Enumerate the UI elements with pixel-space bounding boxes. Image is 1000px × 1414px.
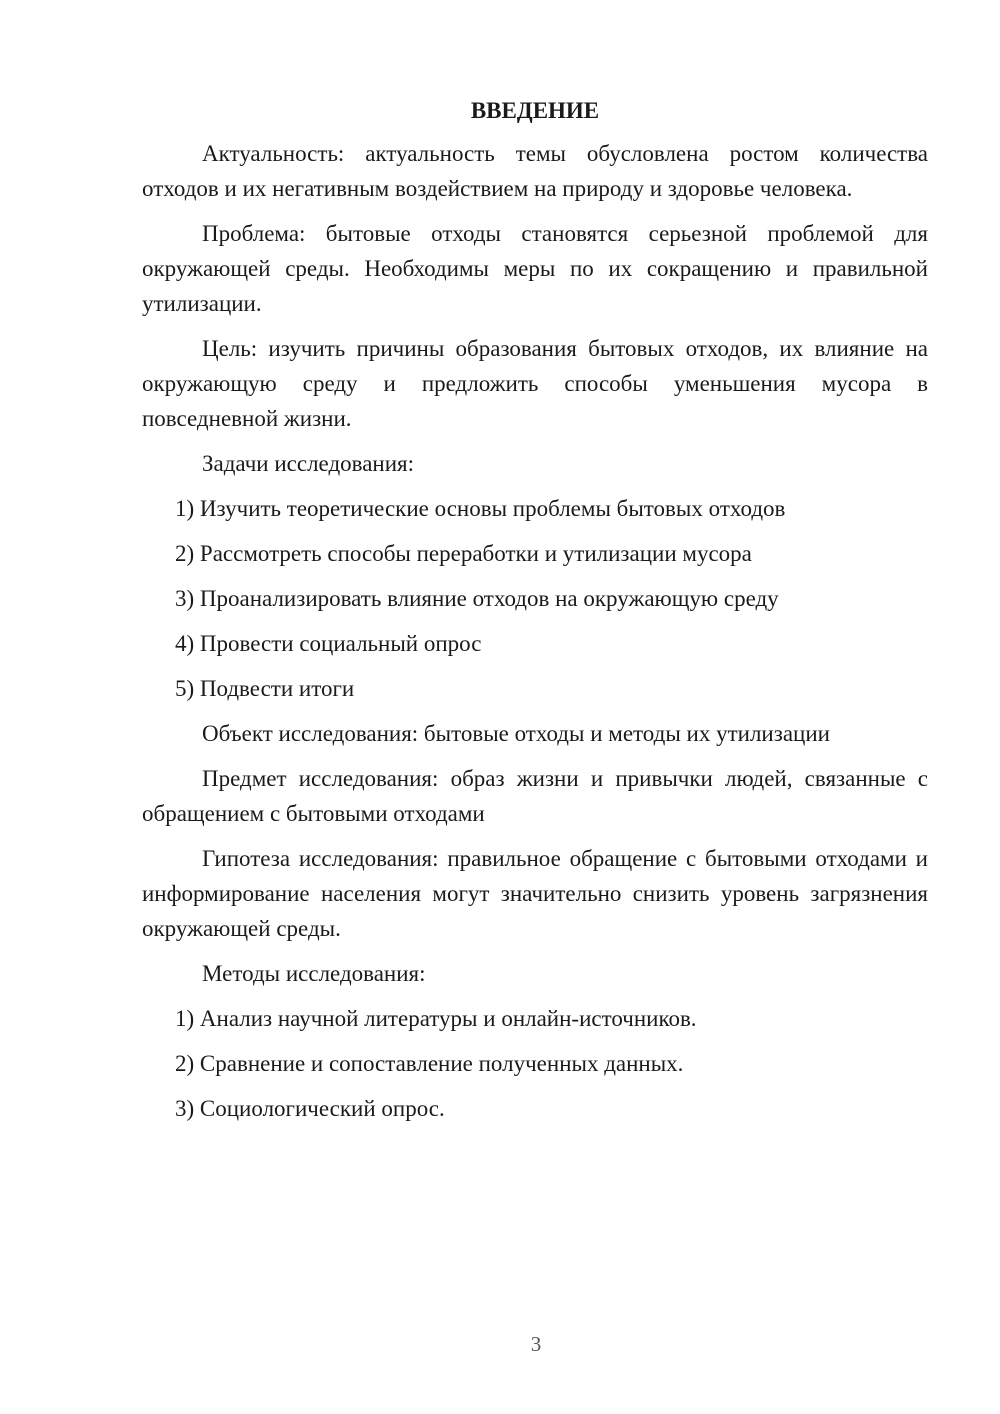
problem-paragraph: Проблема: бытовые отходы становятся серьезной проблемой для окружающей среды. Необходимы меры по их сокращению и правильной утилизации.	[142, 221, 928, 316]
methods-heading: Методы исследования:	[202, 961, 426, 986]
hypothesis-paragraph: Гипотеза исследования: правильное обращение с бытовыми отходами и информирование населения могут значительно снизить уровень загрязнения окружающей среды.	[142, 846, 928, 941]
method-item: 2) Сравнение и сопоставление полученных данных.	[175, 1051, 684, 1076]
goal-paragraph: Цель: изучить причины образования бытовых отходов, их влияние на окружающую среду и предложить способы уменьшения мусора в повседневной жизни.	[142, 336, 928, 431]
task-item: 1) Изучить теоретические основы проблемы бытовых отходов	[175, 496, 786, 521]
methods-list	[142, 1001, 928, 1126]
method-item: 3) Социологический опрос.	[175, 1096, 445, 1121]
document-page	[142, 92, 928, 1136]
object-paragraph: Объект исследования: бытовые отходы и методы их утилизации	[202, 721, 830, 746]
task-item: 4) Провести социальный опрос	[175, 631, 482, 656]
subject-paragraph: Предмет исследования: образ жизни и привычки людей, связанные с обращением с бытовыми отходами	[142, 766, 928, 826]
task-item: 3) Проанализировать влияние отходов на окружающую среду	[175, 586, 779, 611]
method-item: 1) Анализ научной литературы и онлайн-источников.	[175, 1006, 697, 1031]
tasks-heading: Задачи исследования:	[202, 451, 415, 476]
tasks-list	[142, 491, 928, 706]
task-item: 5) Подвести итоги	[175, 676, 355, 701]
relevance-paragraph: Актуальность: актуальность темы обусловлена ростом количества отходов и их негативным воздействием на природу и здоровье человека.	[142, 141, 928, 201]
task-item: 2) Рассмотреть способы переработки и утилизации мусора	[175, 541, 752, 566]
page-title: ВВЕДЕНИЕ	[470, 98, 600, 123]
page-number: 3	[530, 1332, 542, 1356]
